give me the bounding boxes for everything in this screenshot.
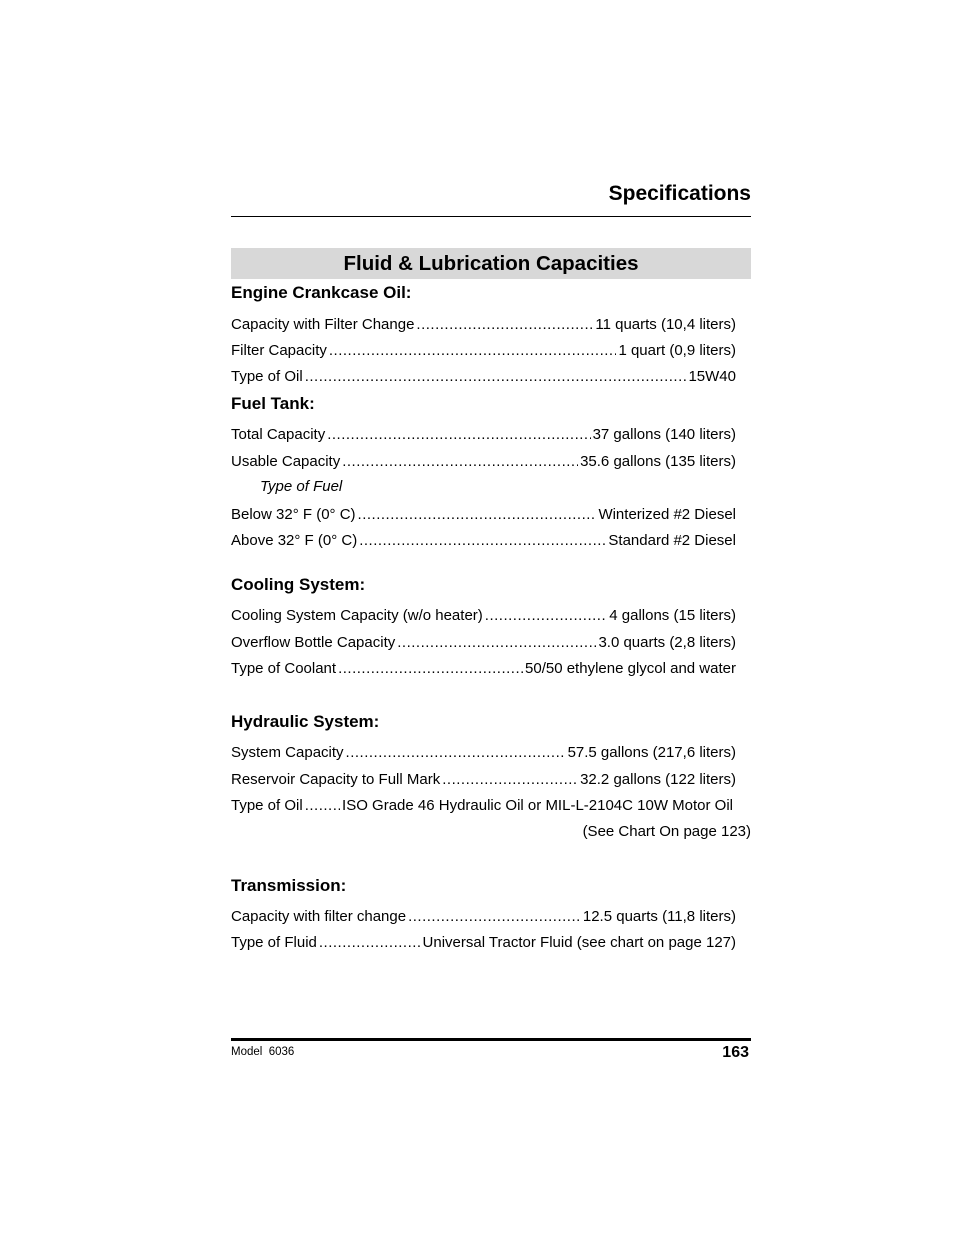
spec-label: Total Capacity [231,426,326,443]
spec-row [231,907,736,927]
leader-dots [305,367,687,387]
spec-label: Type of Oil [231,368,303,385]
spec-label: Above 32° F (0° C) [231,532,358,549]
spec-row [231,315,736,335]
spec-row [231,606,736,626]
spec-row [231,367,736,387]
leader-dots [327,425,590,445]
spec-label: Capacity with Filter Change [231,316,415,333]
cooling-system-title: Cooling System: [231,575,366,594]
spec-value: Standard #2 Diesel [608,532,736,549]
spec-value: 32.2 gallons (122 liters) [580,771,736,788]
leader-dots [338,659,523,679]
spec-value: ISO Grade 46 Hydraulic Oil or MIL-L-2104C 10W Motor Oil [342,797,733,814]
fuel-type-subhead: Type of Fuel [260,478,343,495]
leader-dots [346,743,566,763]
spec-label: Overflow Bottle Capacity [231,634,396,651]
footer-divider [231,1038,751,1041]
leader-dots [408,907,581,927]
spec-value: 37 gallons (140 liters) [592,426,736,443]
spec-row [231,796,733,816]
spec-row [231,531,736,551]
spec-value: 1 quart (0,9 liters) [618,342,736,359]
spec-value: 15W40 [688,368,736,385]
spec-value: 3.0 quarts (2,8 liters) [598,634,736,651]
spec-value: 35.6 gallons (135 liters) [580,453,736,470]
transmission-title: Transmission: [231,876,347,895]
leader-dots [442,770,578,790]
leader-dots [485,606,607,626]
spec-label: Capacity with filter change [231,908,407,925]
page-number: 163 [722,1044,749,1061]
leader-dots [329,341,617,361]
spec-label: Cooling System Capacity (w/o heater) [231,607,483,624]
spec-row [231,770,736,790]
spec-label: Type of Fluid [231,934,317,951]
hydraulic-system-title: Hydraulic System: [231,712,380,731]
spec-row [231,633,736,653]
leader-dots [342,452,578,472]
section-banner: Fluid & Lubrication Capacities [231,248,751,279]
spec-value: 57.5 gallons (217,6 liters) [567,744,736,761]
spec-value: 50/50 ethylene glycol and water [525,660,736,677]
spec-label: Reservoir Capacity to Full Mark [231,771,441,788]
leader-dots [416,315,593,335]
page-header-title: Specifications [608,182,751,205]
spec-row [231,452,736,472]
spec-row [231,933,736,953]
spec-value: Winterized #2 Diesel [598,506,736,523]
leader-dots [319,933,421,953]
spec-row [231,425,736,445]
spec-row [231,659,736,679]
spec-label: Type of Oil [231,797,303,814]
spec-label: Type of Coolant [231,660,337,677]
spec-label: Filter Capacity [231,342,327,359]
leader-dots [358,505,597,525]
leader-dots [305,796,340,816]
spec-label: System Capacity [231,744,344,761]
spec-label: Below 32° F (0° C) [231,506,356,523]
spec-value: 12.5 quarts (11,8 liters) [582,908,736,925]
spec-value: 11 quarts (10,4 liters) [595,316,736,333]
footer-model: Model 6036 [231,1046,295,1058]
leader-dots [397,633,596,653]
spec-value: Universal Tractor Fluid (see chart on page 127) [422,934,736,951]
fuel-tank-title: Fuel Tank: [231,394,315,413]
leader-dots [359,531,606,551]
spec-value: 4 gallons (15 liters) [609,607,736,624]
spec-row [231,505,736,525]
engine-crankcase-title: Engine Crankcase Oil: [231,283,412,302]
spec-row [231,341,736,361]
spec-row [231,743,736,763]
spec-label: Usable Capacity [231,453,341,470]
header-divider [231,216,751,217]
hydraulic-chart-note: (See Chart On page 123) [582,823,751,840]
